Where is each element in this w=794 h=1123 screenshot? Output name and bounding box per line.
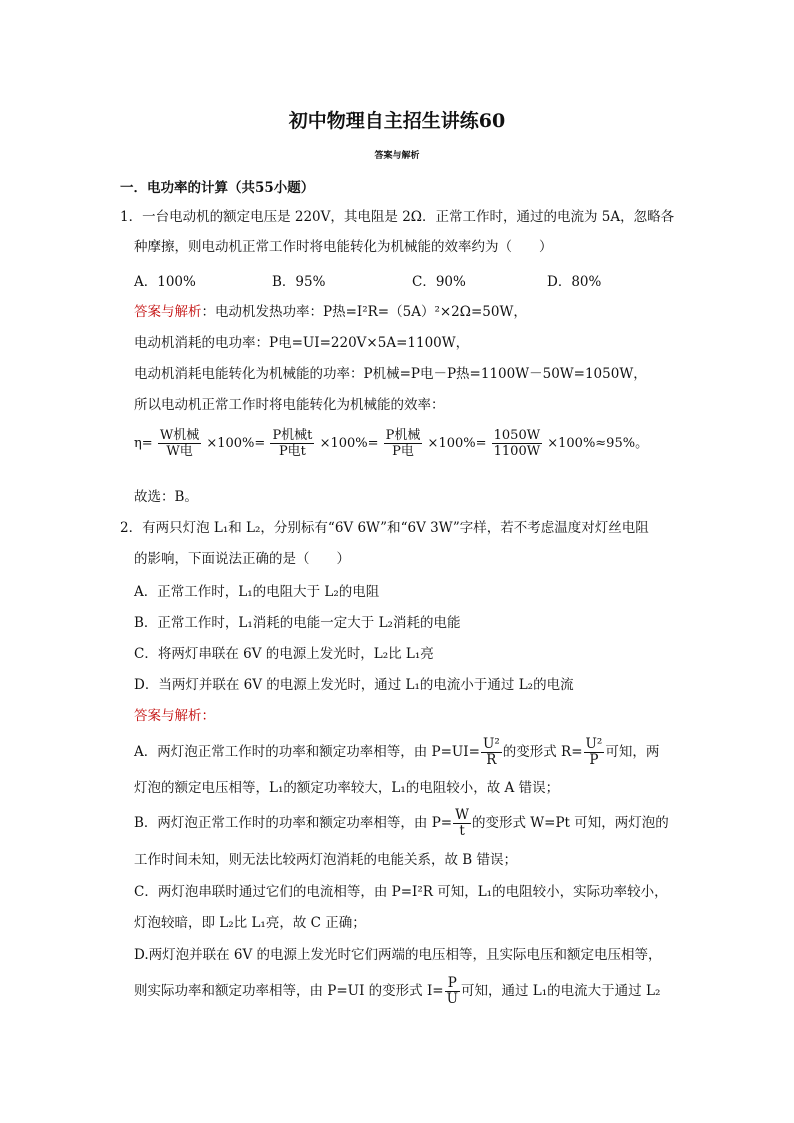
q2-stem-line-2: 的影响，下面说法正确的是（ ） (134, 551, 350, 567)
eq-text-4: ×100%≈95%。 (547, 436, 649, 451)
page-subtitle: 答案与解析 (374, 151, 420, 161)
q2-option-b: B．正常工作时，L₁消耗的电能一定大于 L₂消耗的电能 (134, 615, 461, 631)
q2-fraction-u2-p: $\frac{\text{U²}}{P}$ (585, 736, 603, 768)
eq-fraction-4: $\frac{1050W}{1100W}$ (493, 428, 541, 459)
q1-stem-line-1: 1．一台电动机的额定电压是 220V，其电阻是 2Ω．正常工作时，通过的电流为 5A，忽略各 (120, 209, 675, 225)
q2-analysis-c-line-1: C．两灯泡串联时通过它们的电流相等，由 P=I²R 可知，L₁的电阻较小，实际功率较小， (134, 884, 668, 900)
q1-solution-line-3: 电动机消耗电能转化为机械能的功率：P机械=P电－P热=1100W－50W=1050W， (134, 366, 647, 382)
q1-option-c: C．90% (412, 274, 466, 290)
q2-analysis-a-line-1: A．两灯泡正常工作时的功率和额定功率相等，由 P=UI= $\frac{\text{U²}}{R}$ 的变形式 R= $\frac{\text{U²}}{P}$ 可知，两 (134, 736, 660, 768)
q1-option-d: D．80% (547, 274, 602, 290)
eq-fraction-1: $\frac{\text{W机械}}{\text{W电}}$ (159, 428, 200, 459)
q2-analysis-b-line-2: 工作时间未知，则无法比较两灯泡消耗的电能关系，故 B 错误； (134, 852, 518, 868)
q1-solution-line-2: 电动机消耗的电功率：P电=UI=220V×5A=1100W， (134, 335, 470, 351)
q1-efficiency-equation (134, 428, 648, 459)
section-heading: 一．电功率的计算（共55小题） (120, 180, 315, 196)
q1-solution-text-1: ：电动机发热功率：P热=I²R=（5A）²×2Ω=50W， (201, 304, 527, 320)
q2-option-d: D．当两灯并联在 6V 的电源上发光时，通过 L₁的电流小于通过 L₂的电流 (134, 677, 574, 693)
eq-text-3: ×100%= (427, 436, 487, 451)
q2-answer-label: 答案与解析： (134, 708, 215, 724)
q2-stem-line-1: 2．有两只灯泡 L₁和 L₂，分别标有“6V 6W”和“6V 3W”字样，若不考虑温度对灯丝电阻 (120, 520, 649, 536)
q2-option-c: C．将两灯串联在 6V 的电源上发光时，L₂比 L₁亮 (134, 646, 434, 662)
page-title: 初中物理自主招生讲练60 (288, 110, 506, 132)
q2-analysis-c-line-2: 灯泡较暗，即 L₂比 L₁亮，故 C 正确； (134, 915, 366, 931)
q1-option-a: A．100% (134, 274, 196, 290)
q2-analysis-a-line-2: 灯泡的额定电压相等，L₁的额定功率较大，L₁的电阻较小，故 A 错误； (134, 780, 560, 796)
eq-text-1: ×100%= (206, 436, 266, 451)
eq-text-2: ×100%= (319, 436, 379, 451)
q1-solution-line-4: 所以电动机正常工作时将电能转化为机械能的效率： (134, 397, 445, 413)
q2-analysis-b-line-1: B．两灯泡正常工作时的功率和额定功率相等，由 P= $\frac{W}{t}$ 的变形式 W=Pt 可知，两灯泡的 (134, 807, 669, 839)
q1-stem-line-2: 种摩擦，则电动机正常工作时将电能转化为机械能的效率约为（ ） (134, 239, 553, 255)
q2-option-a: A．正常工作时，L₁的电阻大于 L₂的电阻 (134, 584, 380, 600)
eq-eta: η= (134, 436, 153, 451)
q2-fraction-w-t: $\frac{W}{t}$ (455, 807, 469, 839)
q1-solution-line-1 (134, 303, 527, 321)
q2-analysis-d-line-2: 则实际功率和额定功率相等，由 P=UI 的变形式 I= $\frac{P}{U}$ 可知，通过 L₁的电流大于通过 L₂ (134, 975, 661, 1007)
q1-answer-label: 答案与解析 (134, 304, 202, 320)
eq-fraction-3: $\frac{\text{P机械}}{\text{P电}}$ (385, 428, 421, 459)
q2-fraction-u2-r: $\frac{\text{U²}}{R}$ (482, 736, 500, 768)
eq-fraction-2: $\frac{\text{P机械t}}{\text{P电t}}$ (272, 428, 313, 459)
q2-analysis-d-line-1: D.两灯泡并联在 6V 的电源上发光时它们两端的电压相等，且实际电压和额定电压相等， (134, 947, 662, 963)
q1-option-b: B．95% (272, 274, 326, 290)
q2-fraction-p-u: $\frac{P}{U}$ (446, 975, 459, 1007)
q1-choice: 故选：B。 (134, 489, 198, 505)
